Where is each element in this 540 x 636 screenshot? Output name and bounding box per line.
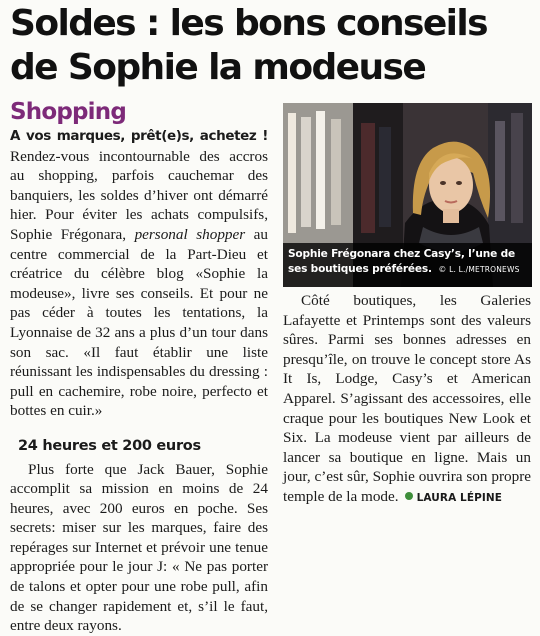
paragraph-1-text-b: au centre commercial de la Part-Dieu et créatrice du célèbre blog «Sophie la modeuse», livre ses conseils. Et pour ne pas céder à toutes les tentations, la Lyonnaise de 32 ans a plus d’un tour dans son sac. «Il faut établir une liste réunissant les indispensables du dressing : pull en cachemire, robe noire, perfecto et bottes en cuir.» bbox=[10, 225, 268, 420]
lead-text: A vos marques, prêt(e)s, achetez ! bbox=[10, 128, 268, 144]
paragraph-3 bbox=[283, 291, 531, 509]
article-photo bbox=[283, 103, 532, 287]
subheading: 24 heures et 200 euros bbox=[18, 437, 201, 454]
article-headline bbox=[10, 2, 535, 90]
photo-caption bbox=[283, 243, 532, 287]
caption-text: Sophie Frégonara chez Casy’s, l’une de ses boutiques préférées. bbox=[288, 248, 515, 275]
photo-credit-text: L. L./METRONEWS bbox=[449, 265, 520, 274]
paragraph-1 bbox=[10, 126, 268, 421]
paragraph-2: Plus forte que Jack Bauer, Sophie accomplit sa mission en moins de 24 heures, avec 200 euros en poche. Ses secrets: miser sur les marques, faire des repérages sur Internet et prévoir une tenue appropriée pour le jour J: « Ne pas porter de talons et opter pour une robe pull, afin de se changer rapidement et, s’il le faut, entre deux rayons. bbox=[10, 460, 268, 635]
headline-line-1: Soldes : les bons conseils bbox=[10, 3, 487, 44]
section-rubric: Shopping bbox=[10, 99, 126, 125]
column-left bbox=[10, 126, 268, 636]
copyright-icon: © bbox=[438, 265, 447, 274]
paragraph-3-text: Côté boutiques, les Galeries Lafayette et Printemps sont des valeurs sûres. Parmi ses bonnes adresses en presqu’île, on trouve le concept store As It Is, Lodge, Casy’s et American Apparel. S’agissant des accessoires, elle craque pour les boutiques New Look et Six. La modeuse vient par ailleurs de lancer sa boutique en ligne. Mais un jour, c’est sûr, Sophie ouvrira son propre temple de la mode. bbox=[283, 292, 531, 505]
author-byline: LAURA LÉPINE bbox=[416, 491, 503, 504]
photo-credit bbox=[438, 265, 519, 274]
paragraph-1-text-a: Rendez-vous incontournable des accros au shopping, parfois cauchemar des banquiers, les soldes d’hiver ont démarré hier. Pour éviter les achats compulsifs, Sophie Frégonara, bbox=[10, 147, 268, 243]
end-bullet-icon bbox=[405, 492, 413, 500]
column-right bbox=[283, 291, 531, 509]
headline-line-2: de Sophie la modeuse bbox=[10, 47, 426, 88]
paragraph-1-italic: personal shopper bbox=[134, 225, 246, 243]
